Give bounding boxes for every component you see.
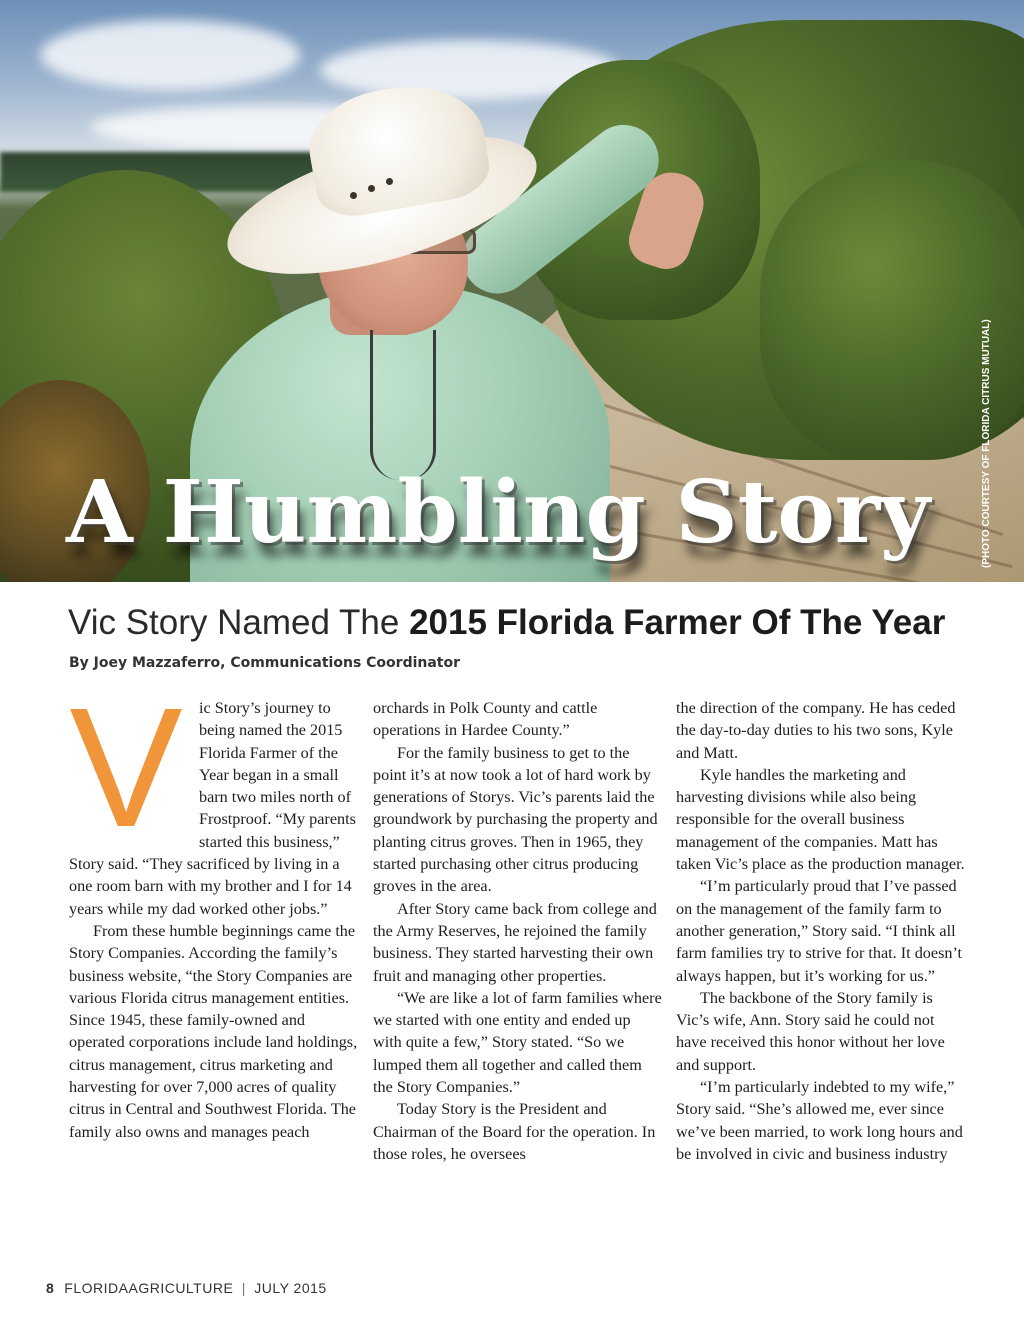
magazine-name-bold: AGRICULTURE (128, 1280, 234, 1296)
hero-photo (0, 0, 1024, 582)
article-title: A Humbling Story (66, 462, 930, 563)
footer-separator: | (241, 1280, 246, 1296)
article-subtitle (68, 604, 945, 643)
hat-vent (350, 192, 357, 199)
body-column-2 (373, 697, 663, 1165)
byline: By Joey Mazzaferro, Communications Coordinator (69, 655, 461, 671)
glasses-lanyard (370, 330, 436, 480)
paragraph: For the family business to get to the point it’s at now took a lot of hard work by generations of Storys. Vic’s parents laid the groundwork by purchasing the property and planting citrus groves. Then in 1965, they started purchasing other citrus producing groves in the area. (373, 743, 658, 896)
subtitle-light: Vic Story Named The (68, 603, 400, 642)
page-number: 8 (46, 1280, 55, 1296)
drop-cap: V (69, 673, 183, 863)
paragraph: “We are like a lot of farm families where we started with one entity and ended up with quite a few,” Story stated. “So we lumped them all together and called them the Story Companies.” (373, 988, 662, 1097)
paragraph: the direction of the company. He has ceded the day-to-day duties to his two sons, Kyle and Matt. (676, 699, 956, 762)
paragraph: ic Story’s journey to being named the 2015 Florida Farmer of the Year began in a small barn two miles north of Frostproof. “My parents started this business,” Story said. “They sacrificed by living in a one room barn with my brother and I for 14 years while my dad worked other jobs.” (69, 699, 356, 918)
hat-vent (386, 178, 393, 185)
subtitle-bold: 2015 Florida Farmer Of The Year (409, 603, 946, 642)
paragraph: “I’m particularly indebted to my wife,” Story said. “She’s allowed me, ever since we’ve been married, to work long hours and be involved in civic and business industry (676, 1078, 963, 1163)
paragraph: From these humble beginnings came the Story Companies. According the family’s business website, “the Story Companies are various Florida citrus management entities. Since 1945, these family-owned and operated corporations include land holdings, citrus management, citrus marketing and harvesting for over 7,000 acres of quality citrus in Central and Southwest Florida. The family also owns and manages peach (69, 921, 358, 1141)
paragraph: “I’m particularly proud that I’ve passed on the management of the family farm to another generation,” Story said. “I think all farm families try to strive for that. It doesn’t always happen, but it’s working for us.” (676, 877, 963, 985)
issue-date: JULY 2015 (254, 1280, 327, 1296)
paragraph: orchards in Polk County and cattle operations in Hardee County.” (373, 699, 598, 740)
photo-credit: (PHOTO COURTESY OF FLORIDA CITRUS MUTUAL) (981, 319, 992, 568)
body-column-3 (676, 697, 966, 1165)
paragraph: Today Story is the President and Chairman of the Board for the operation. In those roles, he oversees (373, 1100, 656, 1163)
paragraph: After Story came back from college and the Army Reserves, he rejoined the family business. They started harvesting their own fruit and managing other properties. (373, 899, 657, 985)
hat-vent (368, 185, 375, 192)
paragraph: The backbone of the Story family is Vic’s wife, Ann. Story said he could not have received this honor without her love and support. (676, 988, 945, 1074)
body-column-1 (69, 673, 361, 1143)
paragraph: Kyle handles the marketing and harvesting divisions while also being responsible for the overall business management of the companies. Matt has taken Vic’s place as the production manager. (676, 765, 965, 874)
page-footer (46, 1280, 327, 1296)
magazine-name-light: FLORIDA (64, 1280, 129, 1296)
